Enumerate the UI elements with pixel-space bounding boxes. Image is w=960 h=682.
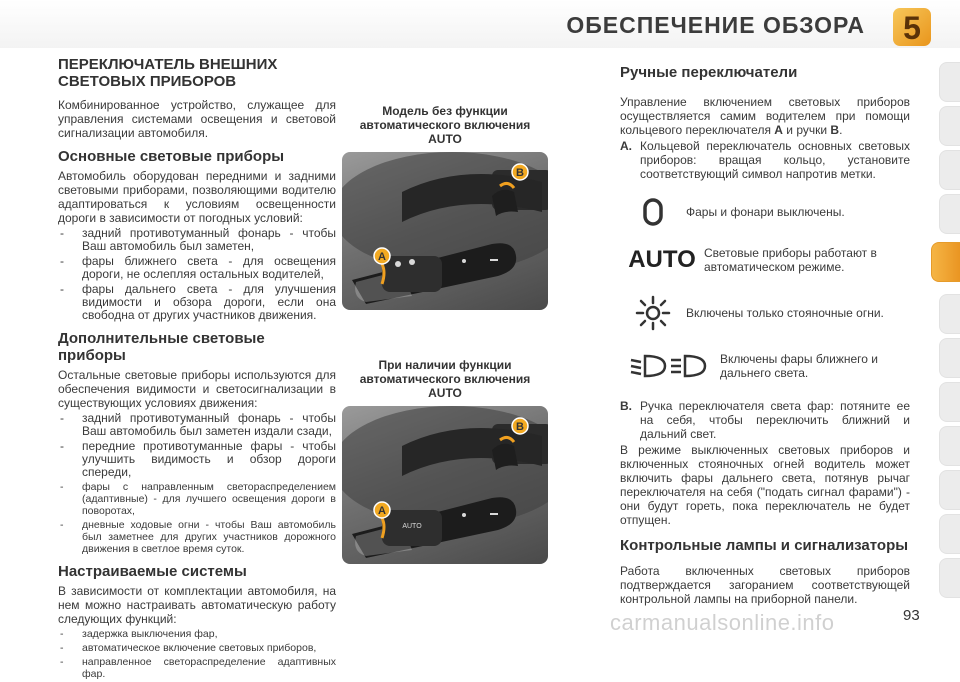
parking-lights-icon [620,295,686,331]
custom-systems-text: В зависимости от комплектации автомобиля, на нем можно настраивать автоматическую работу следующих функций: [58,584,336,626]
switch-photo-auto [342,406,548,564]
intro-text: Комбинированное устройство, служащее для управления системами освещения и световой сигнализации автомобиля. [58,98,336,140]
chapter-tab-12[interactable] [939,558,960,598]
figure-caption-no-auto: Модель без функции автоматического включения AUTO [359,104,531,146]
chapter-tab-4[interactable] [939,194,960,234]
chapter-tab-5-active[interactable] [931,242,960,282]
item-a-letter: A. [620,139,632,153]
main-lights-list [58,227,336,322]
extra-lights-text: Остальные световые приборы используются для обеспечения видимости и светосигнализации в существующих условиях движения: [58,368,336,410]
intro-letter-a: A [774,123,783,137]
item-b-text: Ручка переключателя света фар: потяните ее на себя, чтобы переключить ближний и дальний свет. [640,399,910,441]
right-column [620,64,910,608]
extra-lights-heading: Дополнительные световые приборы [58,330,265,364]
chapter-tab-6[interactable] [939,294,960,334]
section-title: ПЕРЕКЛЮЧАТЕЛЬ ВНЕШНИХ СВЕТОВЫХ ПРИБОРОВ [58,56,278,90]
icon-row-parking-text: Включены только стояночные огни. [686,306,884,320]
middle-column [342,104,548,564]
item-a-text: Кольцевой переключатель основных световых приборов: вращая кольцо, установите соответствующий символ напротив метки. [640,139,910,181]
switch-photo-no-auto [342,152,548,310]
list-item: - фары ближнего света - для освещения дороги, не ослепляя остальных водителей, [58,255,336,281]
list-item: - фары дальнего света - для улучшения видимости и обзора дороги, если она свободна от других участников движения. [58,283,336,322]
icon-row-beams-text: Включены фары ближнего и дальнего света. [720,352,879,380]
chapter-tab-9[interactable] [939,426,960,466]
extra-lights-list [58,412,336,555]
light-switch-auto-illustration [342,406,548,564]
left-column [58,56,336,682]
list-item: - дневные ходовые огни - чтобы Ваш автомобиль был заметнее для других участников дорожного движения в светлое время суток. [58,519,336,555]
icon-row-parking [620,293,910,333]
chapter-tab-7[interactable] [939,338,960,378]
item-b-letter: B. [620,399,632,413]
watermark: carmanualsonline.info [610,610,835,635]
custom-systems-list [58,628,336,680]
figure-caption-auto: При наличии функции автоматического включения AUTO [359,358,531,400]
chapter-tab-10[interactable] [939,470,960,510]
list-item: - фары с направленным светораспределением (адаптивные) - для лучшего освещения дороги в поворотах, [58,481,336,517]
auto-symbol-icon [620,246,704,274]
warning-lamps-heading: Контрольные лампы и сигнализаторы [620,537,909,554]
icon-row-off-text: Фары и фонари выключены. [686,205,845,219]
list-item: - задний противотуманный фонарь - чтобы Ваш автомобиль был заметен издали сзади, [58,412,336,438]
chapter-tab-rail [932,62,960,622]
label-b: B [516,167,524,179]
icon-row-beams [620,349,910,383]
item-a [620,139,910,181]
chapter-tab-11[interactable] [939,514,960,554]
list-item: - автоматическое включение световых приборов, [58,642,336,654]
list-item: - направленное светораспределение адаптивных фар. [58,656,336,680]
intro-letter-b: B [830,123,840,137]
page-number: 93 [903,607,920,624]
label-b: B [516,421,524,433]
zero-symbol-icon [620,197,686,227]
warning-lamps-text: Работа включенных световых приборов подтверждается загоранием соответствующей контрольной лампы на приборной панели. [620,564,910,606]
chapter-tab-3[interactable] [939,150,960,190]
manual-switches-intro [620,95,910,137]
flash-text: В режиме выключенных световых приборов и включенных стояночных огней водитель может включить фары дальнего света, потянув рычаг переключателя на себя ("подать сигнал фарами") - они будут гореть, пока переключатель не будет отпущен. [620,443,910,527]
icon-row-off [620,195,910,229]
item-b [620,399,910,441]
intro-text-mid: и ручки [782,123,831,137]
auto-symbol-label: AUTO [628,246,696,273]
chapter-tab-1[interactable] [939,62,960,102]
main-lights-heading: Основные световые приборы [58,148,285,165]
label-a: A [378,251,386,263]
list-item: - задний противотуманный фонарь - чтобы Ваш автомобиль был заметен, [58,227,336,253]
manual-switches-heading: Ручные переключатели [620,64,798,81]
icon-row-auto [620,243,910,277]
chapter-tab-2[interactable] [939,106,960,146]
main-lights-text: Автомобиль оборудован передними и задними световыми приборами, позволяющими водителю адаптироваться к условиям освещенности дороги в зависимости от погодных условий: [58,169,336,225]
intro-text-start: Управление включением световых приборов осуществляется самим водителем при помощи кольцевого переключателя [620,95,910,137]
light-switch-illustration [342,152,548,310]
list-item: - передние противотуманные фары - чтобы улучшить видимость и обзор дороги спереди, [58,440,336,479]
switch-auto-label: AUTO [402,523,422,530]
page-header [0,0,960,48]
low-high-beam-icon [620,352,720,380]
list-item: - задержка выключения фар, [58,628,336,640]
chapter-title: ОБЕСПЕЧЕНИЕ ОБЗОРА [566,12,865,38]
chapter-tab-8[interactable] [939,382,960,422]
chapter-number-badge: 5 [893,8,931,46]
intro-text-end: . [839,123,843,137]
icon-row-auto-text: Световые приборы работают в автоматическом режиме. [704,246,877,274]
label-a: A [378,505,386,517]
custom-systems-heading: Настраиваемые системы [58,563,247,580]
